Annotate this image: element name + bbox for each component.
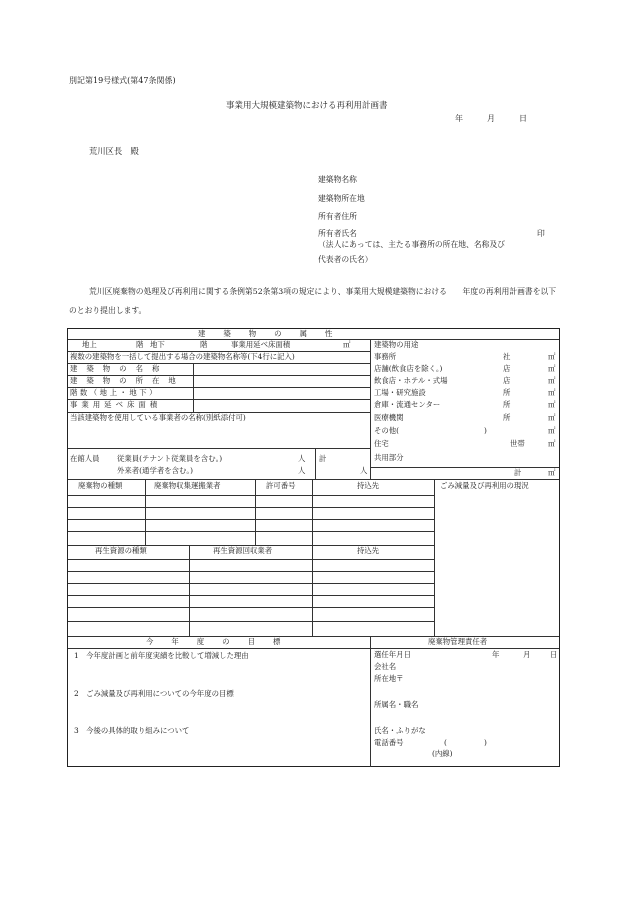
applicant-building-location: 建築物所在地: [318, 194, 365, 203]
recycle-type-header: 再生資源の種類: [95, 546, 147, 555]
manager-year: 年: [492, 650, 500, 659]
date-year: 年: [455, 114, 463, 123]
use-area-3: ㎡: [548, 388, 556, 397]
date-month: 月: [487, 114, 495, 123]
applicant-note-line1: （法人にあっては、主たる事務所の所在地、名称及び: [318, 240, 506, 249]
business-floor-area-label: 事業用延べ床面積: [70, 400, 162, 409]
manager-dept-label: 所属名・職名: [374, 700, 419, 709]
building-name-label: 建築物の名称: [70, 364, 169, 373]
manager-header: 廃棄物管理責任者: [428, 637, 488, 646]
employees-label: 従業員(テナント従業員を含む。): [117, 454, 223, 463]
applicant-note-line2: 代表者の氏名）: [318, 255, 373, 264]
use-total-unit: ㎡: [548, 468, 556, 477]
seal-mark: 印: [537, 229, 545, 238]
use-header: 建築物の用途: [374, 340, 419, 349]
total-floor-area-unit: ㎡: [343, 340, 351, 349]
manager-phone-paren-open: (: [444, 738, 447, 747]
use-name-3: 工場・研究施設: [374, 388, 426, 397]
use-name-8: 共用部分: [374, 453, 404, 462]
use-unit-6: ): [484, 426, 487, 435]
floor-count-label: 階数（地上・地下）: [70, 388, 160, 397]
applicant-owner-address: 所有者住所: [318, 212, 357, 221]
use-unit-0: 社: [503, 352, 511, 361]
multi-buildings-label: 複数の建築物を一括して提出する場合の建築物名称等(下4行に記入): [70, 352, 295, 361]
floors-unit-above: 階: [136, 340, 144, 349]
intro-paragraph: 荒川区廃棄物の処理及び再利用に関する条例第52条第3項の規定により、事業用大規模建築物における 年度の再利用計画書を以下のとおり提出します。: [69, 287, 557, 315]
manager-name-label: 氏名・ふりがな: [374, 726, 426, 735]
use-name-5: 医療機関: [374, 413, 404, 422]
use-unit-4: 所: [503, 400, 511, 409]
use-name-7: 住宅: [374, 439, 389, 448]
occupants-total-label: 計: [319, 454, 327, 463]
document-title: 事業用大規模建築物における再利用計画書: [226, 101, 388, 111]
use-unit-3: 所: [503, 388, 511, 397]
use-name-2: 飲食店・ホテル・式場: [374, 376, 448, 385]
waste-collector-header: 廃棄物収集運搬業者: [154, 481, 221, 490]
manager-address-label: 所在地〒: [374, 674, 404, 683]
reduction-status-header: ごみ減量及び再利用の現況: [440, 481, 529, 490]
use-area-1: ㎡: [548, 364, 556, 373]
use-unit-5: 所: [503, 413, 511, 422]
waste-permit-header: 許可番号: [266, 481, 296, 490]
goal-item-3: 3 今後の具体的取り組みについて: [74, 726, 190, 735]
use-total-label: 計: [514, 468, 522, 477]
recycle-destination-header: 持込先: [357, 546, 380, 555]
use-unit-1: 店: [503, 364, 511, 373]
visitors-label: 外来者(通学者を含む。): [117, 466, 193, 475]
date-day: 日: [519, 114, 527, 123]
applicant-building-name: 建築物名称: [318, 175, 357, 184]
recycle-collector-header: 再生資源回収業者: [213, 546, 273, 555]
use-area-5: ㎡: [548, 413, 556, 422]
addressee: 荒川区長 殿: [89, 146, 139, 156]
use-area-6: ㎡: [548, 426, 556, 435]
use-name-6: その他(: [374, 426, 400, 435]
use-area-0: ㎡: [548, 352, 556, 361]
visitors-unit: 人: [298, 466, 306, 475]
total-floor-area-label: 事業用延べ床面積: [231, 340, 291, 349]
occupants-total-unit: 人: [360, 466, 368, 475]
use-area-2: ㎡: [548, 376, 556, 385]
manager-extension: (内線): [432, 749, 453, 758]
goal-item-2: 2 ごみ減量及び再利用についての今年度の目標: [74, 689, 234, 698]
goal-item-1: 1 今年度計画と前年度実績を比較して増減した理由: [74, 651, 249, 660]
use-name-0: 事務所: [374, 352, 397, 361]
date-line: [455, 114, 527, 124]
use-unit-2: 店: [503, 376, 511, 385]
floors-above-label: 地上: [82, 340, 97, 349]
waste-destination-header: 持込先: [357, 481, 380, 490]
use-name-4: 倉庫・流通センター: [374, 400, 441, 409]
use-area-7: ㎡: [548, 439, 556, 448]
manager-phone-label: 電話番号: [374, 738, 404, 747]
applicant-owner-name: 所有者氏名: [318, 229, 357, 238]
manager-appointed-label: 選任年月日: [374, 650, 411, 659]
floors-unit-below: 階: [200, 340, 208, 349]
goals-header: 今年度の目標: [146, 637, 299, 646]
main-form-table: [67, 328, 560, 767]
use-unit-7: 世帯: [510, 439, 525, 448]
manager-phone-paren-close: ): [484, 738, 487, 747]
waste-type-header: 廃棄物の種類: [78, 481, 123, 490]
floors-below-label: 地下: [150, 340, 165, 349]
manager-day: 日: [550, 650, 558, 659]
manager-company-label: 会社名: [374, 662, 397, 671]
attributes-header: 建築物の属性: [198, 329, 351, 338]
use-area-4: ㎡: [548, 400, 556, 409]
form-label: 別記第19号様式(第47条関係): [69, 76, 176, 85]
employees-unit: 人: [298, 454, 306, 463]
building-location-label: 建築物の所在地: [70, 376, 185, 385]
occupants-label: 在館人員: [70, 454, 100, 463]
business-names-label: 当該建築物を使用している事業者の名称(別紙添付可): [70, 413, 246, 422]
manager-month: 月: [523, 650, 531, 659]
use-name-1: 店舗(飲食店を除く。): [374, 364, 443, 373]
